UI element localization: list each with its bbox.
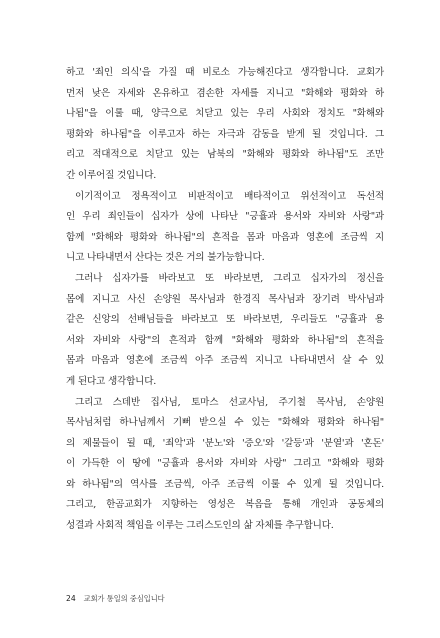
text-line: 같은 신앙의 선배님들을 바라보고 또 바라보면, 우리들도 "긍휼과 용 (66, 314, 384, 326)
text-line: 인 우리 죄인들이 십자가 상에 나타난 "긍휼과 용서와 자비와 사랑"과 (66, 211, 384, 223)
page-footer (66, 594, 165, 604)
text-line: 그러나 십자가를 바라보고 또 바라보면, 그리고 십자가의 정신을 (75, 272, 384, 284)
text-line: 이 가득한 이 땅에 "긍휼과 용서와 자비와 사랑" 그리고 "화해와 평화 (66, 458, 384, 470)
text-line: 성결과 사회적 책임을 이루는 그리스도인의 삶 자체를 추구합니다. (66, 520, 334, 532)
text-line: 평화와 하나됨"을 이루고자 하는 자극과 감동을 받게 될 것입니다. 그 (66, 128, 384, 140)
body-text (66, 63, 384, 537)
paragraph-4 (66, 393, 384, 537)
text-line: 목사님처럼 하나님께서 기뻐 받으실 수 있는 "화해와 평화와 하나됨" (66, 417, 384, 429)
text-line: 이기적이고 정욕적이고 비판적이고 배타적이고 위선적이고 독선적 (75, 190, 384, 202)
text-line: 몸과 마음과 영혼에 조금씩 아주 조금씩 지니고 나타내면서 살 수 있 (66, 355, 384, 367)
text-line: 와 하나됨"의 역사를 조금씩, 아주 조금씩 이룰 수 있게 될 것입니다. (66, 478, 384, 490)
text-line: 함께 "화해와 평화와 하나됨"의 흔적을 몸과 마음과 영혼에 조금씩 지 (66, 231, 384, 243)
paragraph-2 (66, 187, 384, 269)
text-line: 하고 '죄인 의식'을 가질 때 비로소 가능해진다고 생각합니다. 교회가 (66, 67, 384, 78)
text-line: 먼저 낮은 자세와 온유하고 겸손한 자세를 지니고 "화해와 평화와 하 (66, 87, 384, 99)
text-line: 그리고, 한곰교회가 지향하는 영성은 복음을 통해 개인과 공동체의 (66, 499, 384, 511)
running-title: 교회가 통일의 중심입니다 (83, 594, 165, 603)
text-line: 간 이루어질 것입니다. (66, 169, 157, 181)
text-line: 몸에 지니고 사신 손양원 목사님과 한경직 목사님과 장기려 박사님과 (66, 293, 384, 305)
text-line: 의 제물들이 될 때, '죄악'과 '분노'와 '증오'와 '갈등'과 '분열'과 '혼돈' (66, 437, 384, 449)
text-line: 리고 적대적으로 치닫고 있는 남북의 "화해와 평화와 하나됨"도 조만 (66, 149, 384, 161)
text-line: 나됨"을 이룰 때, 양극으로 치닫고 있는 우리 사회와 정치도 "화해와 (66, 108, 384, 120)
text-line: 그리고 스데반 집사님, 토마스 선교사님, 주기철 목사님, 손양원 (75, 396, 384, 408)
page-number: 24 (66, 594, 76, 603)
text-line: 게 된다고 생각합니다. (66, 375, 157, 387)
paragraph-3 (66, 269, 384, 393)
paragraph-1 (66, 63, 384, 187)
text-line: 니고 나타내면서 산다는 것은 거의 불가능합니다. (66, 252, 265, 264)
text-line: 서와 자비와 사랑"의 흔적과 함께 "화해와 평화와 하나됨"의 흔적을 (66, 334, 384, 346)
